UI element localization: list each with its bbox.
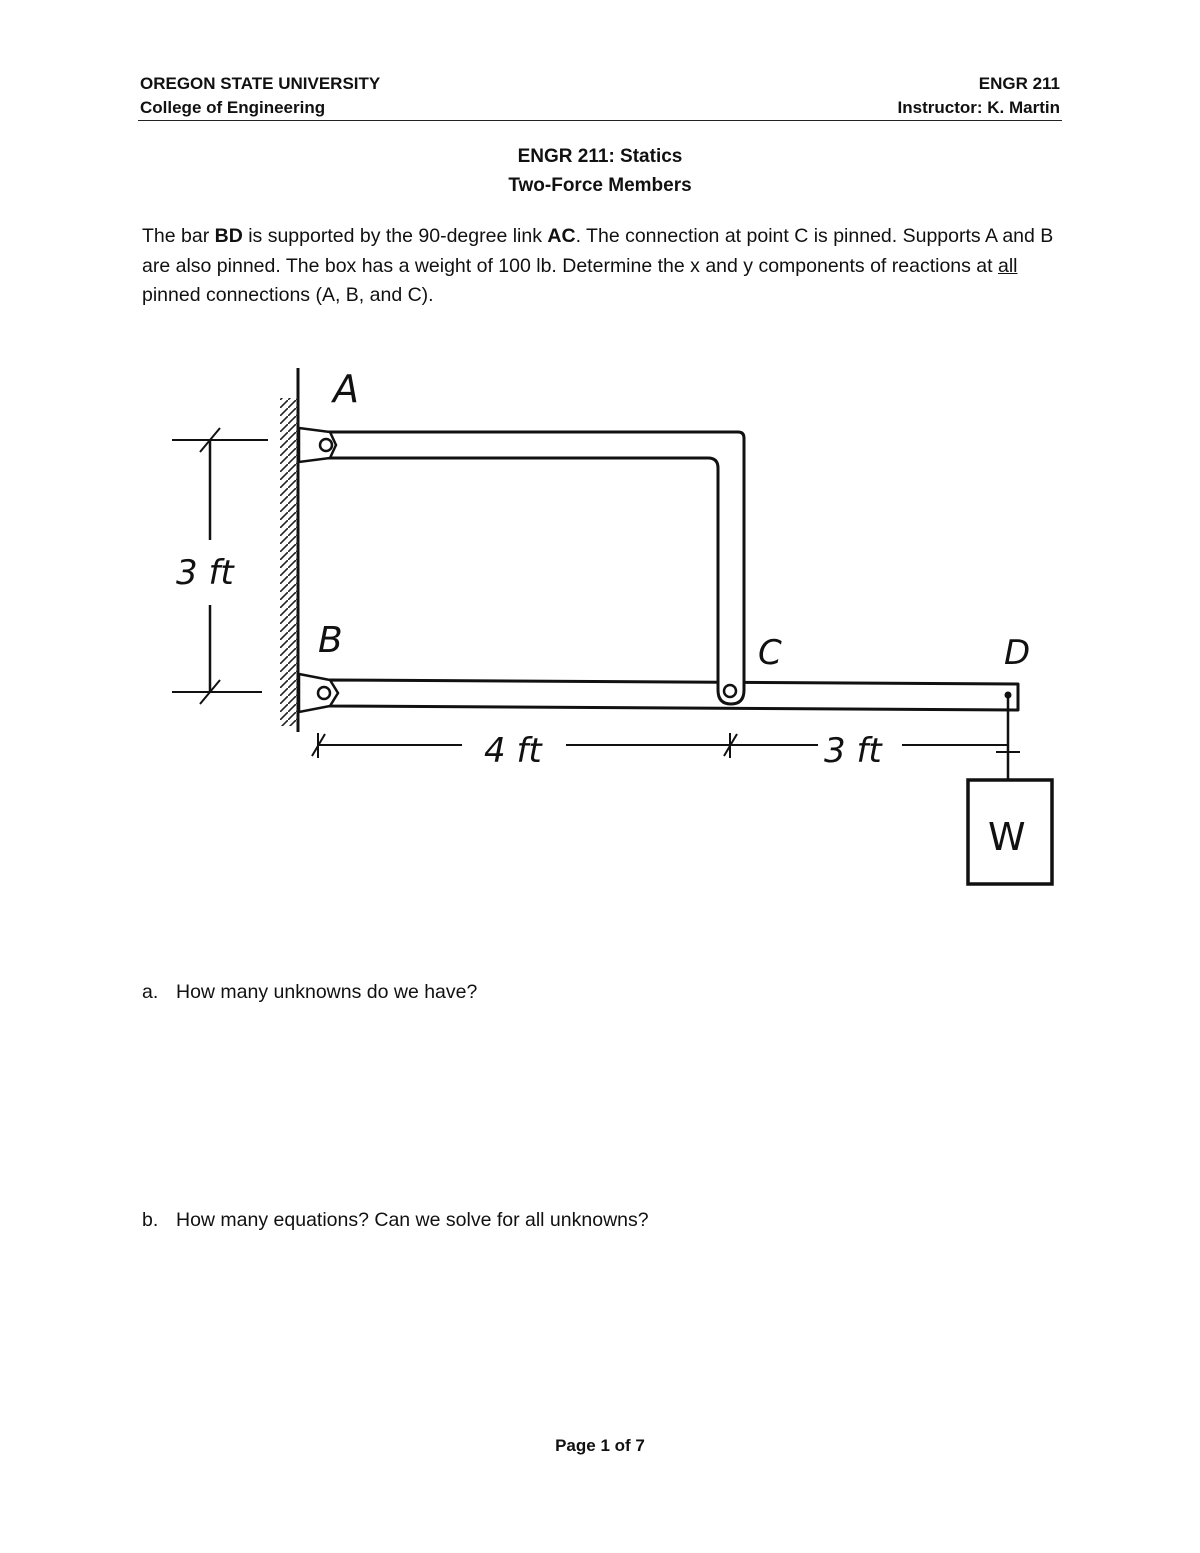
pin-c xyxy=(724,685,736,697)
problem-text-4: pinned connections (A, B, and C). xyxy=(142,284,434,306)
university-name: OREGON STATE UNIVERSITY xyxy=(140,74,381,93)
course-code: ENGR 211 xyxy=(978,74,1060,93)
question-b-text: How many equations? Can we solve for all unknowns? xyxy=(176,1209,649,1231)
label-a: A xyxy=(333,367,359,411)
dimension-label-bc: 4 ft xyxy=(484,731,542,771)
label-c: C xyxy=(758,633,782,673)
title-line-1: ENGR 211: Statics xyxy=(517,146,683,167)
question-a xyxy=(142,978,477,1006)
dimension-label-cd: 3 ft xyxy=(824,731,882,771)
label-d: D xyxy=(1004,633,1031,673)
question-a-letter: a. xyxy=(142,981,159,1003)
problem-bold-ac: AC xyxy=(547,225,576,247)
pin-support-a xyxy=(299,428,336,462)
label-w: W xyxy=(988,815,1026,859)
problem-text-2: is supported by the 90-degree link xyxy=(242,225,548,247)
footer-page-total: 7 xyxy=(635,1436,645,1455)
footer-of-label: of xyxy=(609,1436,636,1455)
problem-bold-bd: BD xyxy=(214,225,243,247)
problem-underline-all: all xyxy=(998,254,1018,277)
problem-text-1: The bar xyxy=(142,225,215,247)
page-footer xyxy=(0,1436,1200,1456)
link-ac xyxy=(318,432,744,704)
dimension-label-vertical: 3 ft xyxy=(176,553,234,593)
question-b xyxy=(142,1206,649,1234)
wall-support xyxy=(280,368,298,732)
instructor-name: Instructor: K. Martin xyxy=(897,98,1060,117)
title-line-2: Two-Force Members xyxy=(508,175,692,196)
label-b: B xyxy=(318,620,343,661)
footer-page-number: 1 xyxy=(600,1436,610,1455)
question-a-text: How many unknowns do we have? xyxy=(176,981,478,1003)
footer-page-label: Page xyxy=(555,1436,601,1455)
college-name: College of Engineering xyxy=(140,98,326,117)
horizontal-dimension xyxy=(312,733,1008,758)
pin-d xyxy=(1005,692,1012,699)
question-b-letter: b. xyxy=(142,1209,159,1231)
bar-bd xyxy=(330,680,1018,710)
problem-text-3: . The connection at point C is pinned. Supports A and B are also pinned. The box has a weight of 100 lb. Determine the x and y components of reactions at xyxy=(142,225,1054,277)
